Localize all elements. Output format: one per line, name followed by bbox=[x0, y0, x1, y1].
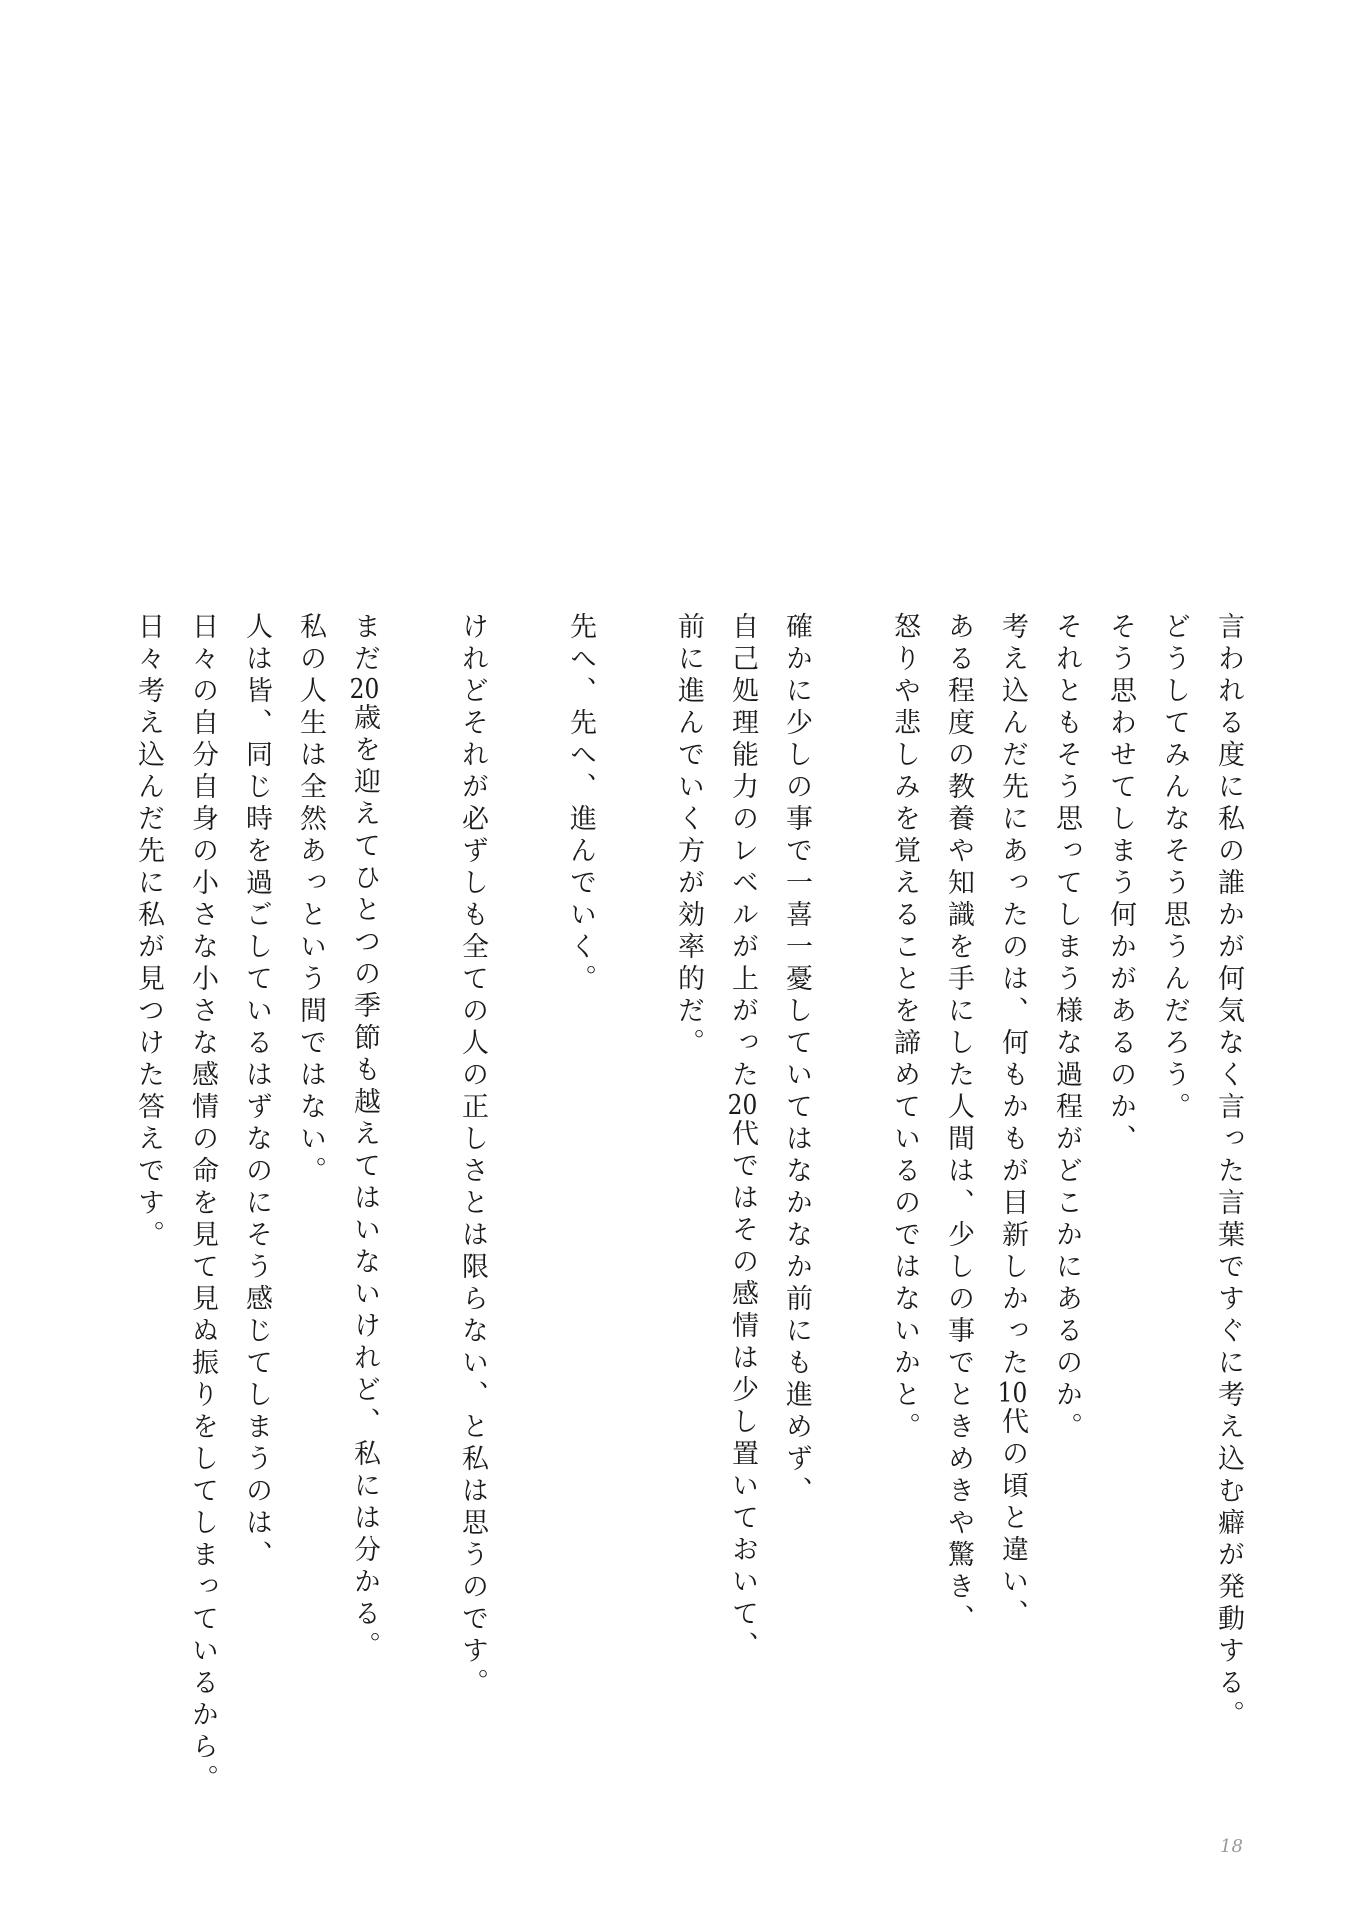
text-line: 先へ、先へ、進んでいく。 bbox=[565, 612, 596, 996]
text-line: ある程度の教養や知識を手にした人間は、少しの事でときめきや驚き、 bbox=[943, 612, 974, 1636]
text-line: 確かに少しの事で一喜一憂していてはなかなか前にも進めず、 bbox=[781, 612, 812, 1508]
text-line: それともそう思ってしまう様な過程がどこかにあるのか。 bbox=[1051, 612, 1082, 1444]
page-number: 18 bbox=[1220, 1836, 1243, 1857]
paragraph-gap bbox=[607, 612, 661, 1732]
paragraph-gap bbox=[823, 612, 877, 1732]
text-line: まだ20歳を迎えてひとつの季節も越えてはいないけれど、私には分かる。 bbox=[349, 612, 380, 1663]
text-line: けれどそれが必ずしも全ての人の正しさとは限らない、と私は思うのです。 bbox=[457, 612, 488, 1700]
text-line: 前に進んでいく方が効率的だ。 bbox=[673, 612, 704, 1060]
text-line: 言われる度に私の誰かが何気なく言った言葉ですぐに考え込む癖が発動する。 bbox=[1213, 612, 1244, 1732]
paragraph-gap bbox=[391, 612, 445, 1732]
text-line: 自己処理能力のレベルが上がった20代ではその感情は少し置いておいて、 bbox=[727, 612, 758, 1663]
text-line: 怒りや悲しみを覚えることを諦めているのではないかと。 bbox=[889, 612, 920, 1444]
text-line: 私の人生は全然あっという間ではない。 bbox=[295, 612, 326, 1188]
text-line: どうしてみんなそう思うんだろう。 bbox=[1159, 612, 1190, 1124]
text-line: 日々考え込んだ先に私が見つけた答えです。 bbox=[133, 612, 164, 1252]
text-line: 日々の自分自身の小さな小さな感情の命を見て見ぬ振りをしてしまっているから。 bbox=[187, 612, 218, 1796]
text-line: そう思わせてしまう何かがあるのか、 bbox=[1105, 612, 1136, 1156]
body-text bbox=[121, 612, 1255, 1796]
text-line: 考え込んだ先にあったのは、何もかもが目新しかった10代の頃と違い、 bbox=[997, 612, 1028, 1631]
text-line: 人は皆、同じ時を過ごしているはずなのにそう感じてしまうのは、 bbox=[241, 612, 272, 1572]
paragraph-gap bbox=[499, 612, 553, 1732]
